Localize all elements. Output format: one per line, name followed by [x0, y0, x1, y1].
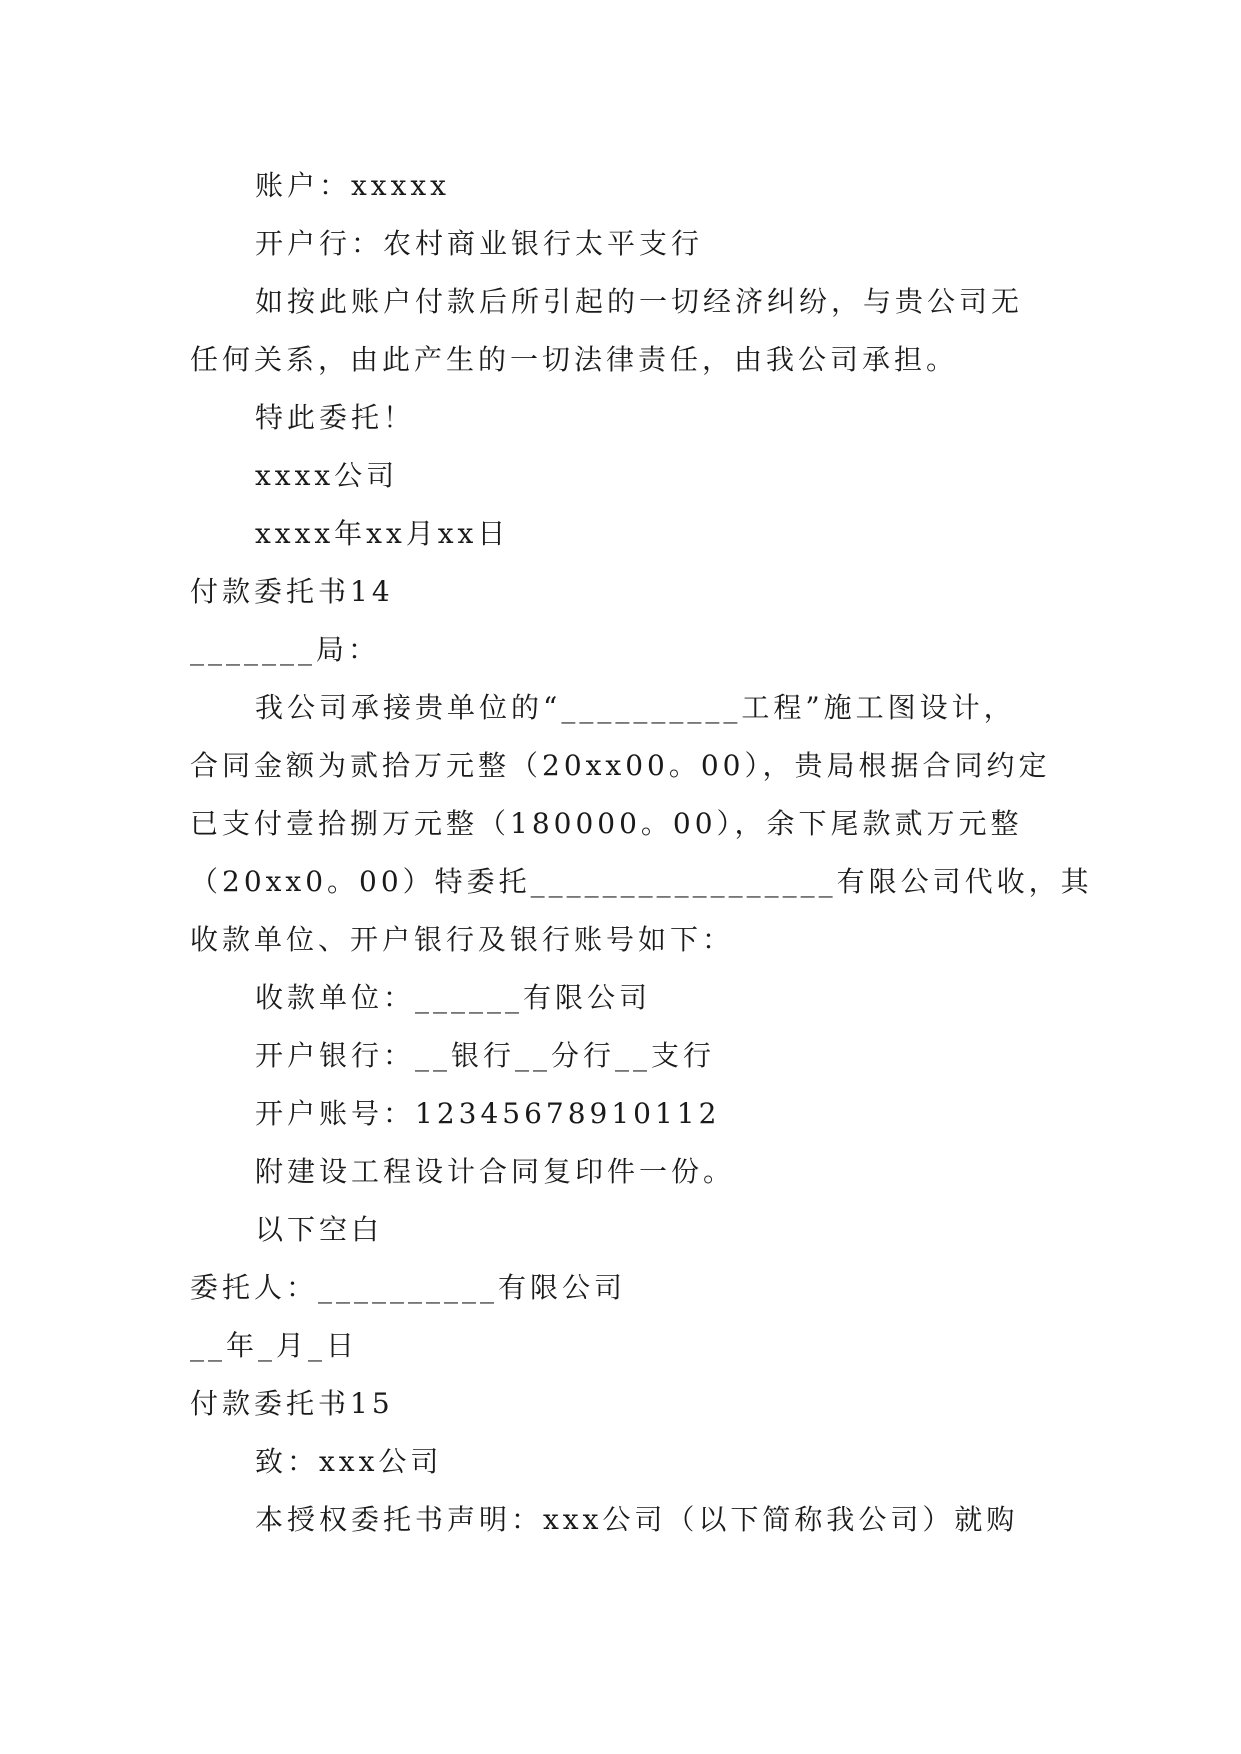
paragraph-line: 合同金额为贰拾万元整（20xx00。00），贵局根据合同约定 — [190, 749, 1051, 782]
paragraph-line: 已支付壹拾捌万元整（180000。00），余下尾款贰万元整 — [190, 807, 1023, 840]
date-line: __年_月_日 — [190, 1329, 359, 1362]
date-line: xxxx年xx月xx日 — [255, 517, 510, 550]
account-number-line: 开户账号：12345678910112 — [255, 1097, 721, 1130]
paragraph-line: 我公司承接贵单位的“__________工程”施工图设计， — [255, 691, 1016, 724]
principal-line: 委托人：__________有限公司 — [190, 1271, 627, 1304]
paragraph-line: （20xx0。00）特委托_________________有限公司代收，其 — [190, 865, 1093, 898]
attachment-line: 附建设工程设计合同复印件一份。 — [255, 1155, 736, 1188]
addressee-line: 致：xxx公司 — [255, 1445, 443, 1478]
payee-line: 收款单位：______有限公司 — [255, 981, 652, 1014]
section-title: 付款委托书14 — [190, 575, 394, 608]
closing-line: 特此委托！ — [255, 401, 416, 434]
bank-line: 开户行：农村商业银行太平支行 — [255, 227, 704, 260]
account-line: 账户：xxxxx — [255, 169, 450, 202]
blank-note-line: 以下空白 — [255, 1213, 384, 1246]
salutation-line: _______局： — [190, 633, 381, 666]
section-title: 付款委托书15 — [190, 1387, 394, 1420]
paragraph-line: 如按此账户付款后所引起的一切经济纠纷，与贵公司无 — [255, 285, 1024, 318]
paragraph-line: 任何关系，由此产生的一切法律责任，由我公司承担。 — [190, 343, 959, 376]
company-line: xxxx公司 — [255, 459, 399, 492]
bank-branch-line: 开户银行：__银行__分行__支行 — [255, 1039, 716, 1072]
paragraph-line: 本授权委托书声明：xxx公司（以下简称我公司）就购 — [255, 1503, 1019, 1536]
paragraph-line: 收款单位、开户银行及银行账号如下： — [190, 923, 735, 956]
